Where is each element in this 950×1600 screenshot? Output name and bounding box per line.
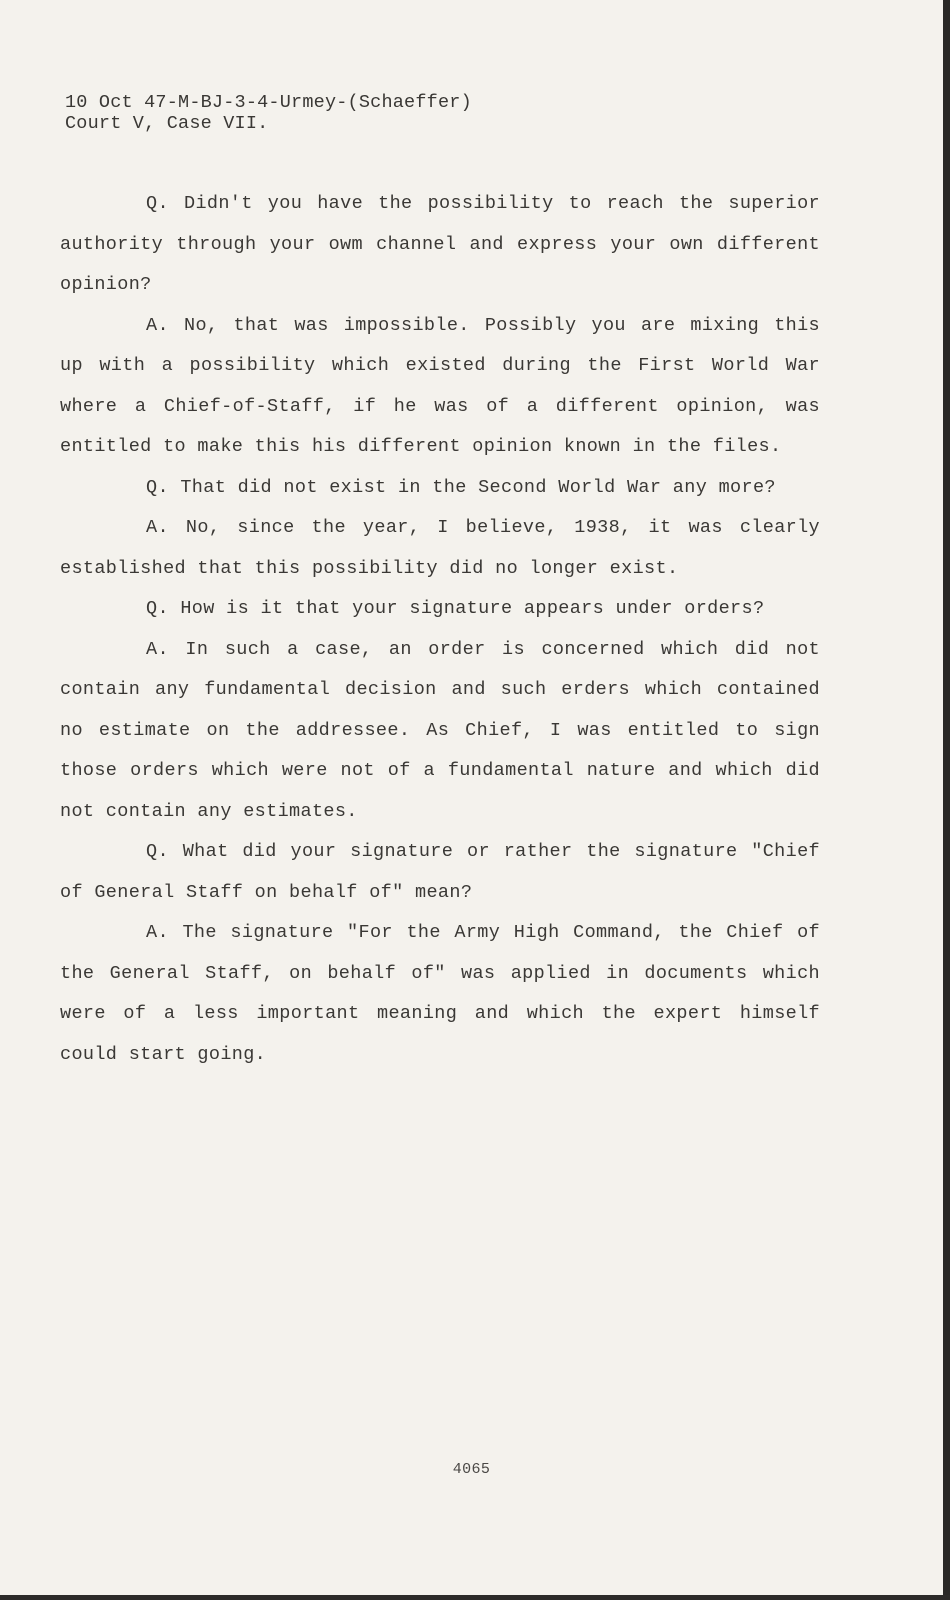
speaker-label: Q. [146, 193, 169, 214]
paragraph-text: How is it that your signature appears under orders? [180, 598, 765, 619]
scan-edge-right [943, 0, 950, 1600]
header-line-court-case: Court V, Case VII. [65, 113, 269, 134]
answer-paragraph [60, 630, 820, 833]
speaker-label: A. [146, 922, 169, 943]
paragraph-text: That did not exist in the Second World War any more? [180, 476, 776, 498]
paragraph-text: The signature "For the Army High Command, the Chief of the General Staff, on behalf of" was applied in documents which were of a less important meaning and which the expert himself could start going. [60, 922, 820, 1065]
paragraph-text: No, since the year, I believe, 1938, it was clearly established that this possibility did no longer exist. [60, 517, 820, 579]
speaker-label: Q. [146, 841, 169, 862]
question-paragraph [60, 184, 820, 306]
speaker-label: Q. [146, 476, 169, 498]
speaker-label: A. [146, 638, 169, 660]
page-number: 4065 [452, 1461, 491, 1478]
paragraph-text: What did your signature or rather the signature "Chief of General Staff on behalf of" mean? [60, 841, 820, 903]
answer-paragraph [60, 306, 820, 468]
scan-edge-bottom [0, 1595, 950, 1600]
answer-paragraph [60, 913, 820, 1075]
paragraph-text: In such a case, an order is concerned which did not contain any fundamental decision and such erders which contained no estimate on the addressee. As Chief, I was entitled to sign those orders which were not of a fundamental nature and which did not contain any estimates. [60, 638, 821, 822]
speaker-label: A. [146, 314, 169, 336]
speaker-label: Q. [146, 598, 169, 619]
testimony-body [60, 184, 820, 1075]
header-line-date-reference: 10 Oct 47-M-BJ-3-4-Urmey-(Schaeffer) [65, 92, 472, 113]
question-paragraph [60, 468, 820, 509]
document-header [65, 92, 472, 134]
answer-paragraph [60, 508, 820, 589]
question-paragraph [60, 589, 820, 630]
paragraph-text: Didn't you have the possibility to reach the superior authority through your owm channel and express your own different opinion? [60, 193, 821, 295]
paragraph-text: No, that was impossible. Possibly you are mixing this up with a possibility which existed during the First World War where a Chief-of-Staff, if he was of a different opinion, was entitled to make this his different opinion known in the files. [60, 314, 821, 457]
question-paragraph [60, 832, 820, 913]
speaker-label: A. [146, 517, 169, 538]
